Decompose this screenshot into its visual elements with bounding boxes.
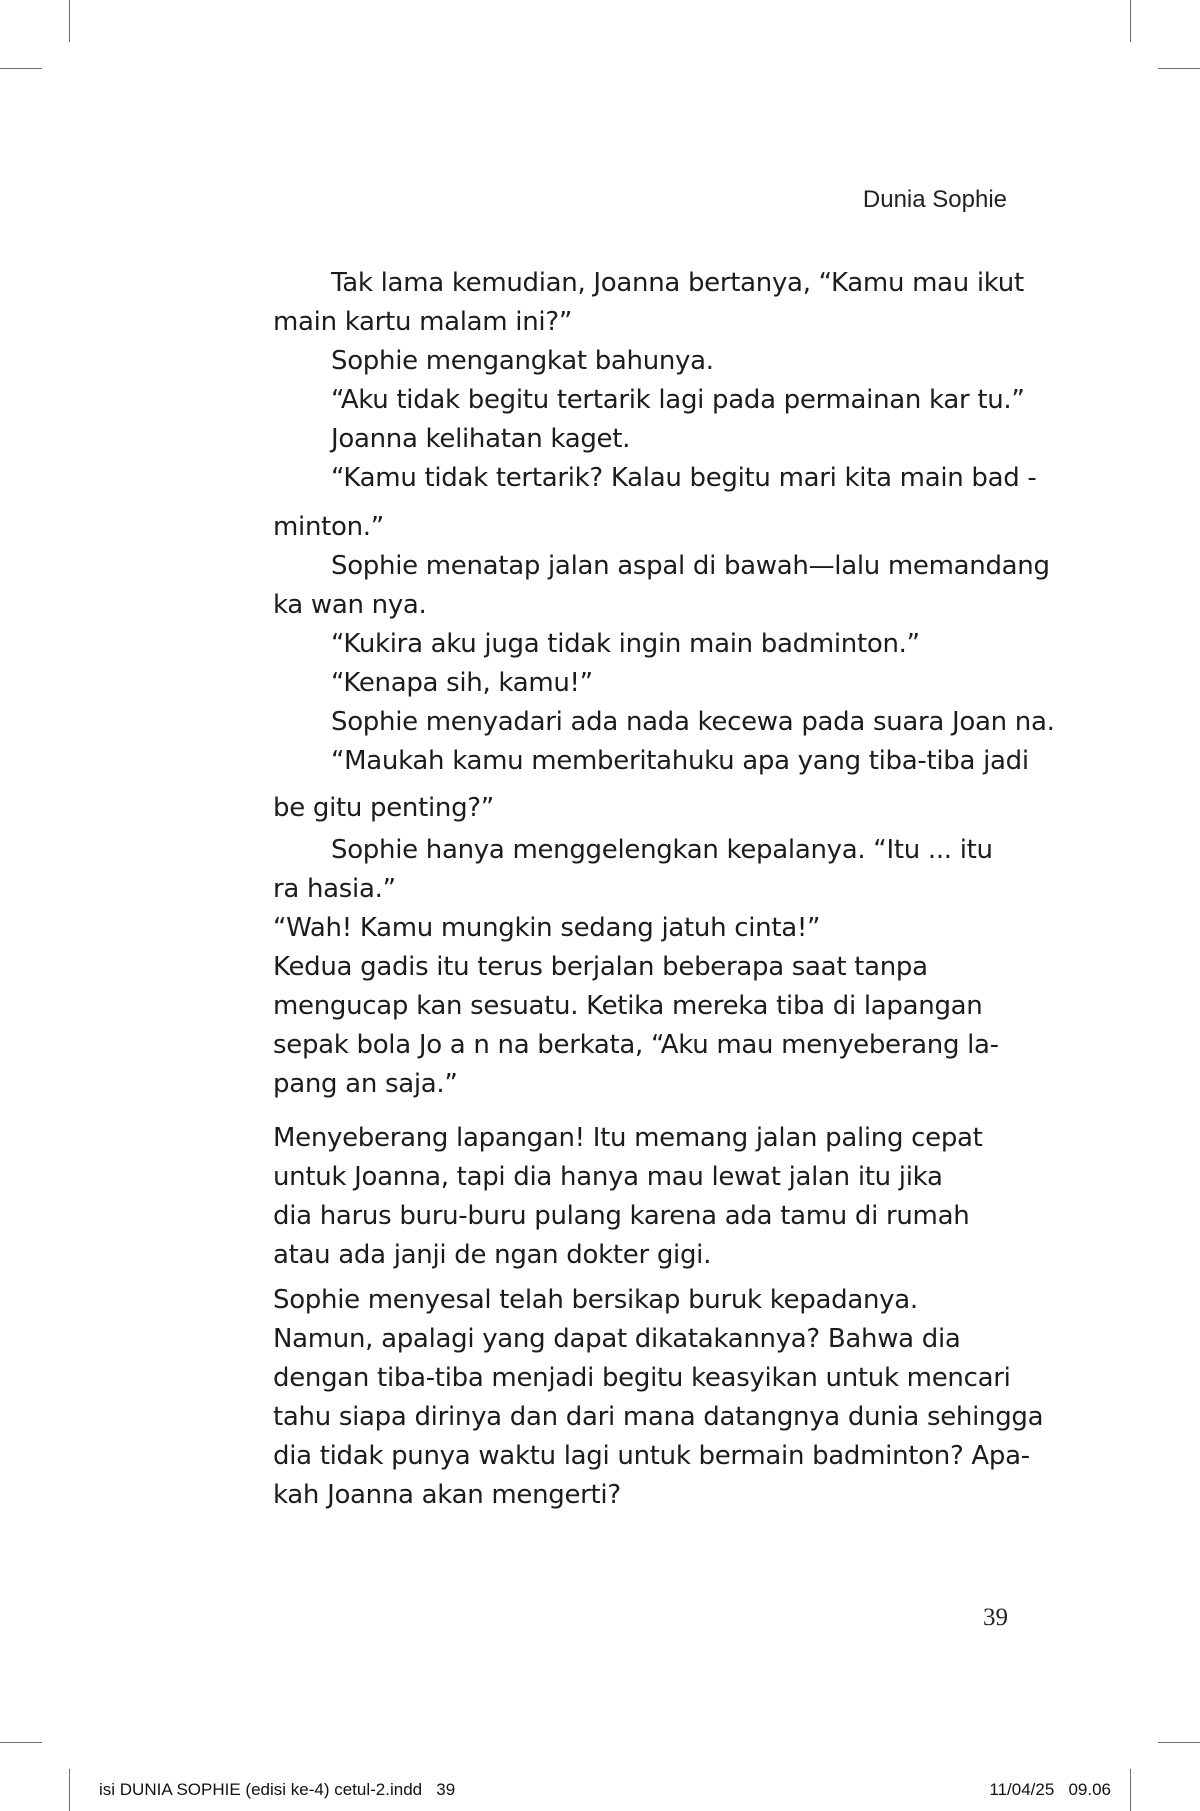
text-line: Sophie mengangkat bahunya. [331, 346, 714, 376]
text-line: atau ada janji de ngan dokter gigi. [273, 1240, 712, 1270]
text-line: mengucap kan sesuatu. Ketika mereka tiba di lapangan [273, 991, 983, 1021]
crop-mark-bottom-right-horizontal [1158, 1742, 1200, 1743]
running-head: Dunia Sophie [862, 186, 1007, 213]
text-line: kah Joanna akan mengerti? [273, 1480, 621, 1510]
slug-file-info: isi DUNIA SOPHIE (edisi ke-4) cetul-2.indd 39 [99, 1780, 456, 1799]
crop-mark-top-right-horizontal [1158, 68, 1200, 69]
text-line: Sophie hanya menggelengkan kepalanya. “Itu ... itu [331, 835, 993, 865]
text-line: ka wan nya. [273, 590, 427, 620]
text-line: “Kenapa sih, kamu!” [331, 668, 593, 698]
text-line: Namun, apalagi yang dapat dikatakannya? Bahwa dia [273, 1324, 961, 1354]
text-line: pang an saja.” [273, 1069, 458, 1099]
text-line: dengan tiba-tiba menjadi begitu keasyikan untuk mencari [273, 1363, 1011, 1393]
text-line: minton.” [273, 512, 384, 542]
text-line: Kedua gadis itu terus berjalan beberapa saat tanpa [273, 952, 928, 982]
text-line: “Kukira aku juga tidak ingin main badminton.” [331, 629, 920, 659]
text-line: Joanna kelihatan kaget. [331, 424, 631, 454]
text-line: ra hasia.” [273, 874, 396, 904]
text-line: “Kamu tidak tertarik? Kalau begitu mari kita main bad - [331, 463, 1037, 493]
page-number: 39 [983, 1604, 1008, 1631]
text-line: “Maukah kamu memberitahuku apa yang tiba-tiba jadi [331, 746, 1029, 776]
slug-date-info: 11/04/25 09.06 [989, 1780, 1111, 1799]
text-line: tahu siapa dirinya dan dari mana datangnya dunia sehingga [273, 1402, 1044, 1432]
text-line: sepak bola Jo a n na berkata, “Aku mau menyeberang la- [273, 1030, 999, 1060]
crop-mark-bottom-left-vertical [69, 1769, 70, 1811]
text-line: Tak lama kemudian, Joanna bertanya, “Kamu mau ikut [331, 268, 1024, 298]
crop-mark-top-left-vertical [69, 0, 70, 42]
text-line: “Aku tidak begitu tertarik lagi pada permainan kar tu.” [331, 385, 1025, 415]
crop-mark-bottom-left-horizontal [0, 1742, 42, 1743]
text-line: “Wah! Kamu mungkin sedang jatuh cinta!” [273, 913, 821, 943]
text-line: dia harus buru-buru pulang karena ada tamu di rumah [273, 1201, 970, 1231]
crop-mark-top-left-horizontal [0, 68, 42, 69]
text-line: untuk Joanna, tapi dia hanya mau lewat jalan itu jika [273, 1162, 943, 1192]
text-line: Sophie menatap jalan aspal di bawah—lalu memandang [331, 551, 1050, 581]
text-line: Sophie menyadari ada nada kecewa pada suara Joan na. [331, 707, 1055, 737]
text-line: be gitu penting?” [273, 793, 494, 823]
crop-mark-top-right-vertical [1130, 0, 1131, 42]
crop-mark-bottom-right-vertical [1130, 1769, 1131, 1811]
text-line: main kartu malam ini?” [273, 307, 572, 337]
text-line: Sophie menyesal telah bersikap buruk kepadanya. [273, 1285, 918, 1315]
text-line: Menyeberang lapangan! Itu memang jalan paling cepat [273, 1123, 983, 1153]
text-line: dia tidak punya waktu lagi untuk bermain badminton? Apa- [273, 1441, 1030, 1471]
